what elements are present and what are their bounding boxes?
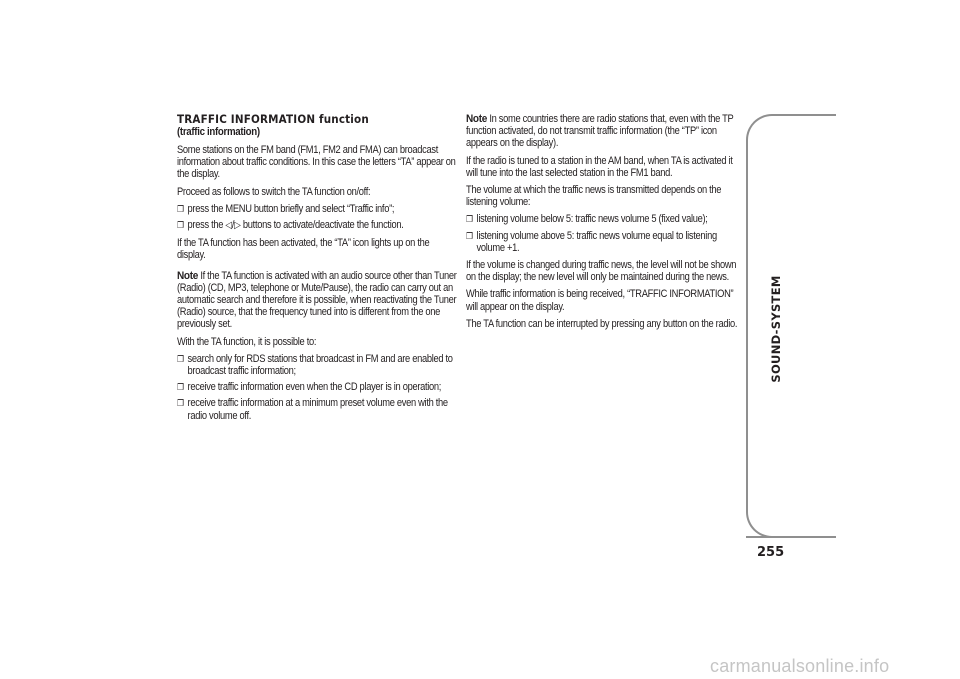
interrupt-paragraph: The TA function can be interrupted by pressing any button on the radio. [466,317,738,330]
list-item: ❐ press the MENU button briefly and select “Traffic info”; [177,202,395,215]
checkbox-bullet-icon: ❐ [177,382,184,393]
intro-paragraph: Some stations on the FM band (FM1, FM2 and FMA) can broadcast information about traffic conditions. In this case the letters “TA” appear on the display. [177,144,456,181]
triangle-right-icon: ▷ [234,220,241,232]
am-band-paragraph: If the radio is tuned to a station in the AM band, when TA is activated it will tune into the last selected station in the FM1 band. [466,154,733,179]
note-text: In some countries there are radio stations that, even with the TP function activated, do not transmit traffic information (the “TP” icon appears on the display). [466,113,734,150]
list-item: ❐ press the ◁/▷ buttons to activate/deactivate the function. [177,219,404,232]
volume-change-paragraph: If the volume is changed during traffic news, the level will not be shown on the display; the new level will only be maintained during the news. [466,259,737,284]
volume-list [466,213,746,254]
checkbox-bullet-icon: ❐ [177,220,184,231]
checkbox-bullet-icon: ❐ [177,398,184,409]
checkbox-bullet-icon: ❐ [177,203,184,214]
list-item: ❐ receive traffic information at a minimum preset volume even with the radio volume off. [177,397,448,422]
note-paragraph [466,113,746,150]
note-paragraph [177,270,457,331]
checkbox-bullet-icon: ❐ [466,214,473,225]
receiving-paragraph: While traffic information is being received, “TRAFFIC INFORMATION” will appear on the display. [466,288,734,313]
volume-paragraph: The volume at which the traffic news is transmitted depends on the listening volume: [466,184,722,209]
list-item: ❐ receive traffic information even when the CD player is in operation; [177,381,442,394]
list-item: ❐ listening volume above 5: traffic news volume equal to listening volume +1. [466,229,717,254]
section-tab-frame [746,114,836,538]
section-heading: TRAFFIC INFORMATION function [177,112,369,126]
note-label: Note [466,113,488,125]
section-subheading: (traffic information) [177,126,260,138]
list-item: ❐ search only for RDS stations that broadcast in FM and are enabled to broadcast traffic information; [177,352,453,378]
procedure-paragraph: Proceed as follows to switch the TA function on/off: [177,185,371,198]
note-label: Note [177,269,199,282]
section-label: SOUND-SYSTEM [769,275,783,383]
triangle-left-icon: ◁ [225,220,232,232]
left-column [177,113,457,427]
checkbox-bullet-icon: ❐ [466,230,473,241]
checkbox-bullet-icon: ❐ [177,353,184,364]
watermark: carmanualsonline.info [710,656,890,676]
feature-list [177,353,457,422]
note-text: If the TA function is activated with an audio source other than Tuner (Radio) (CD, MP3, telephone or Mute/Pause), the radio can carry out an automatic search and therefore it is possible, when reactivating the Tuner (Radio) source, that the frequency tuned into is different from the one previously set. [177,269,457,331]
procedure-steps [177,203,457,232]
right-column [466,113,746,335]
ta-icon-paragraph: If the TA function has been activated, the “TA” icon lights up on the display. [177,237,430,262]
page-number: 255 [757,545,785,560]
list-item: ❐ listening volume below 5: traffic news volume 5 (fixed value); [466,213,708,226]
function-paragraph: With the TA function, it is possible to: [177,335,317,348]
